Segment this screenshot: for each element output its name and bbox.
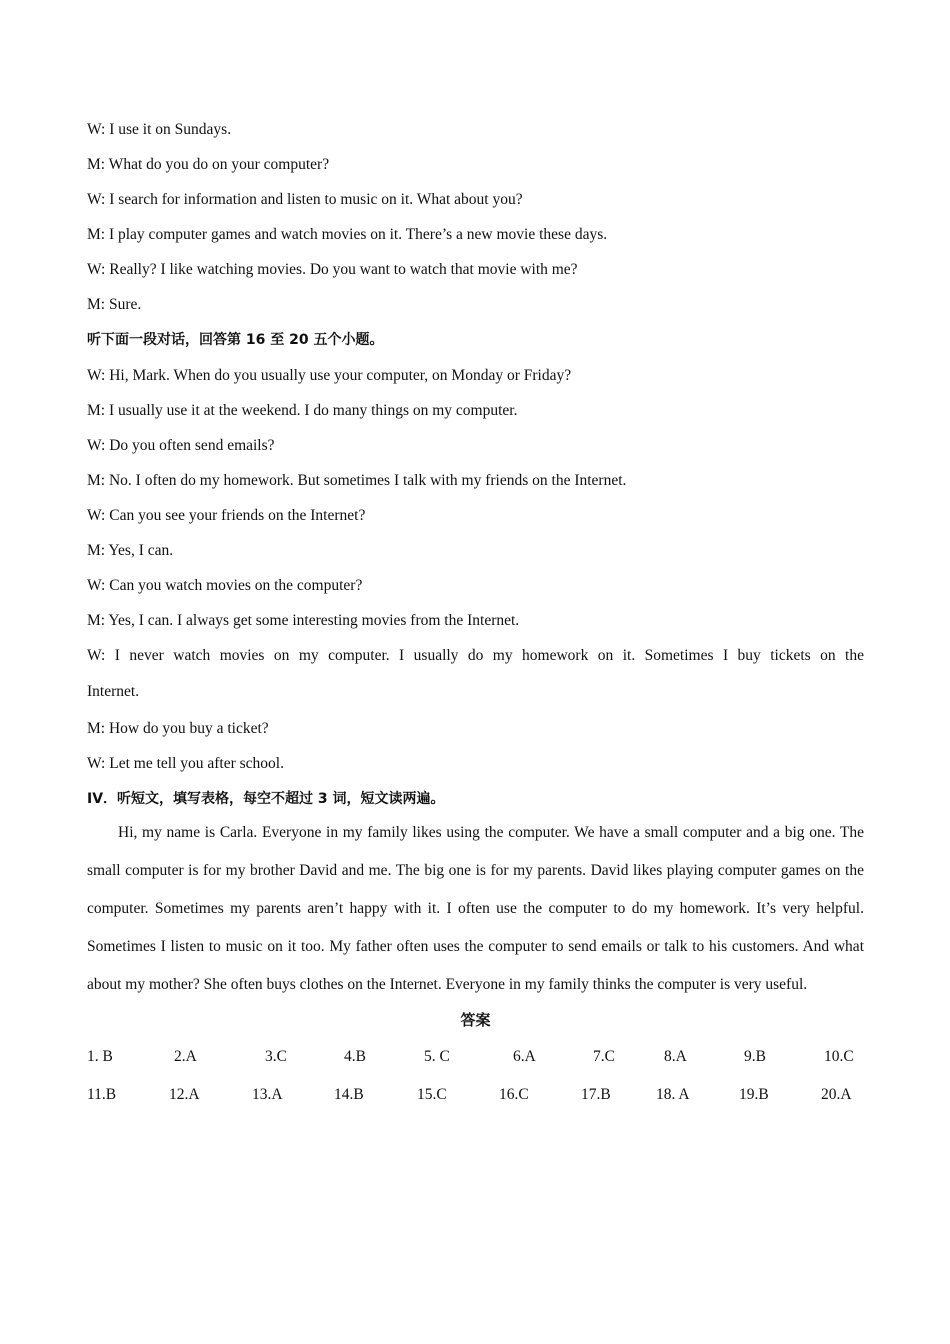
dialogue-line: W: Let me tell you after school. <box>87 755 284 772</box>
dialogue-line: M: Yes, I can. <box>87 542 174 559</box>
answer-item: 19.B <box>739 1086 769 1103</box>
dialogue-line: W: Can you see your friends on the Internet? <box>87 507 366 524</box>
answer-item: 16.C <box>499 1086 529 1103</box>
answer-item: 20.A <box>821 1086 852 1103</box>
answer-item: 9.B <box>744 1048 766 1065</box>
answer-grid <box>87 1038 864 1114</box>
answer-item: 10.C <box>824 1048 854 1065</box>
document-page <box>87 112 864 1114</box>
answer-item: 1. B <box>87 1048 113 1065</box>
answer-item: 13.A <box>252 1086 283 1103</box>
answer-item: 14.B <box>334 1086 364 1103</box>
dialogue-line: W: Hi, Mark. When do you usually use your computer, on Monday or Friday? <box>87 367 572 384</box>
answer-item: 17.B <box>581 1086 611 1103</box>
answer-item: 4.B <box>344 1048 366 1065</box>
dialogue-line: M: How do you buy a ticket? <box>87 720 269 737</box>
answer-item: 18. A <box>656 1086 690 1103</box>
dialogue-line: W: I search for information and listen to music on it. What about you? <box>87 191 523 208</box>
answer-item: 12.A <box>169 1086 200 1103</box>
answer-item: 7.C <box>593 1048 615 1065</box>
answer-item: 15.C <box>417 1086 447 1103</box>
answers-title: 答案 <box>460 1011 491 1029</box>
dialogue-line-continued: Internet. <box>87 683 140 700</box>
answer-item: 6.A <box>513 1048 536 1065</box>
answer-item: 2.A <box>174 1048 197 1065</box>
dialogue-line: M: Sure. <box>87 296 142 313</box>
answer-item: 3.C <box>265 1048 287 1065</box>
dialogue-line: M: Yes, I can. I always get some interesting movies from the Internet. <box>87 612 520 629</box>
section-heading-16-20: 听下面一段对话，回答第 16 至 20 五个小题。 <box>87 332 384 348</box>
answer-item: 8.A <box>664 1048 687 1065</box>
dialogue-line-long: W: I never watch movies on my computer. I usually do my homework on it. Sometimes I buy tickets on the <box>87 647 864 664</box>
answer-item: 11.B <box>87 1086 117 1103</box>
section-heading-iv: IV．听短文，填写表格，每空不超过 3 词，短文读两遍。 <box>87 791 445 807</box>
dialogue-line: W: Do you often send emails? <box>87 437 275 454</box>
dialogue-line: M: I usually use it at the weekend. I do many things on my computer. <box>87 402 518 419</box>
dialogue-line: W: Can you watch movies on the computer? <box>87 577 363 594</box>
dialogue-line: M: What do you do on your computer? <box>87 156 330 173</box>
dialogue-line: W: Really? I like watching movies. Do you want to watch that movie with me? <box>87 261 578 278</box>
answer-item: 5. C <box>424 1048 450 1065</box>
dialogue-line: M: I play computer games and watch movies on it. There’s a new movie these days. <box>87 226 608 243</box>
dialogue-line: W: I use it on Sundays. <box>87 121 232 138</box>
dialogue-line: M: No. I often do my homework. But sometimes I talk with my friends on the Internet. <box>87 472 627 489</box>
listening-passage: Hi, my name is Carla. Everyone in my family likes using the computer. We have a small computer and a big one. The small computer is for my brother David and me. The big one is for my parents. David likes playing computer games on the computer. Sometimes my parents aren’t happy with it. I often use the computer to do my homework. It’s very helpful. Sometimes I listen to music on it too. My father often uses the computer to send emails or talk to his customers. And what about my mother? She often buys clothes on the Internet. Everyone in my family thinks the computer is very useful. <box>87 824 864 993</box>
